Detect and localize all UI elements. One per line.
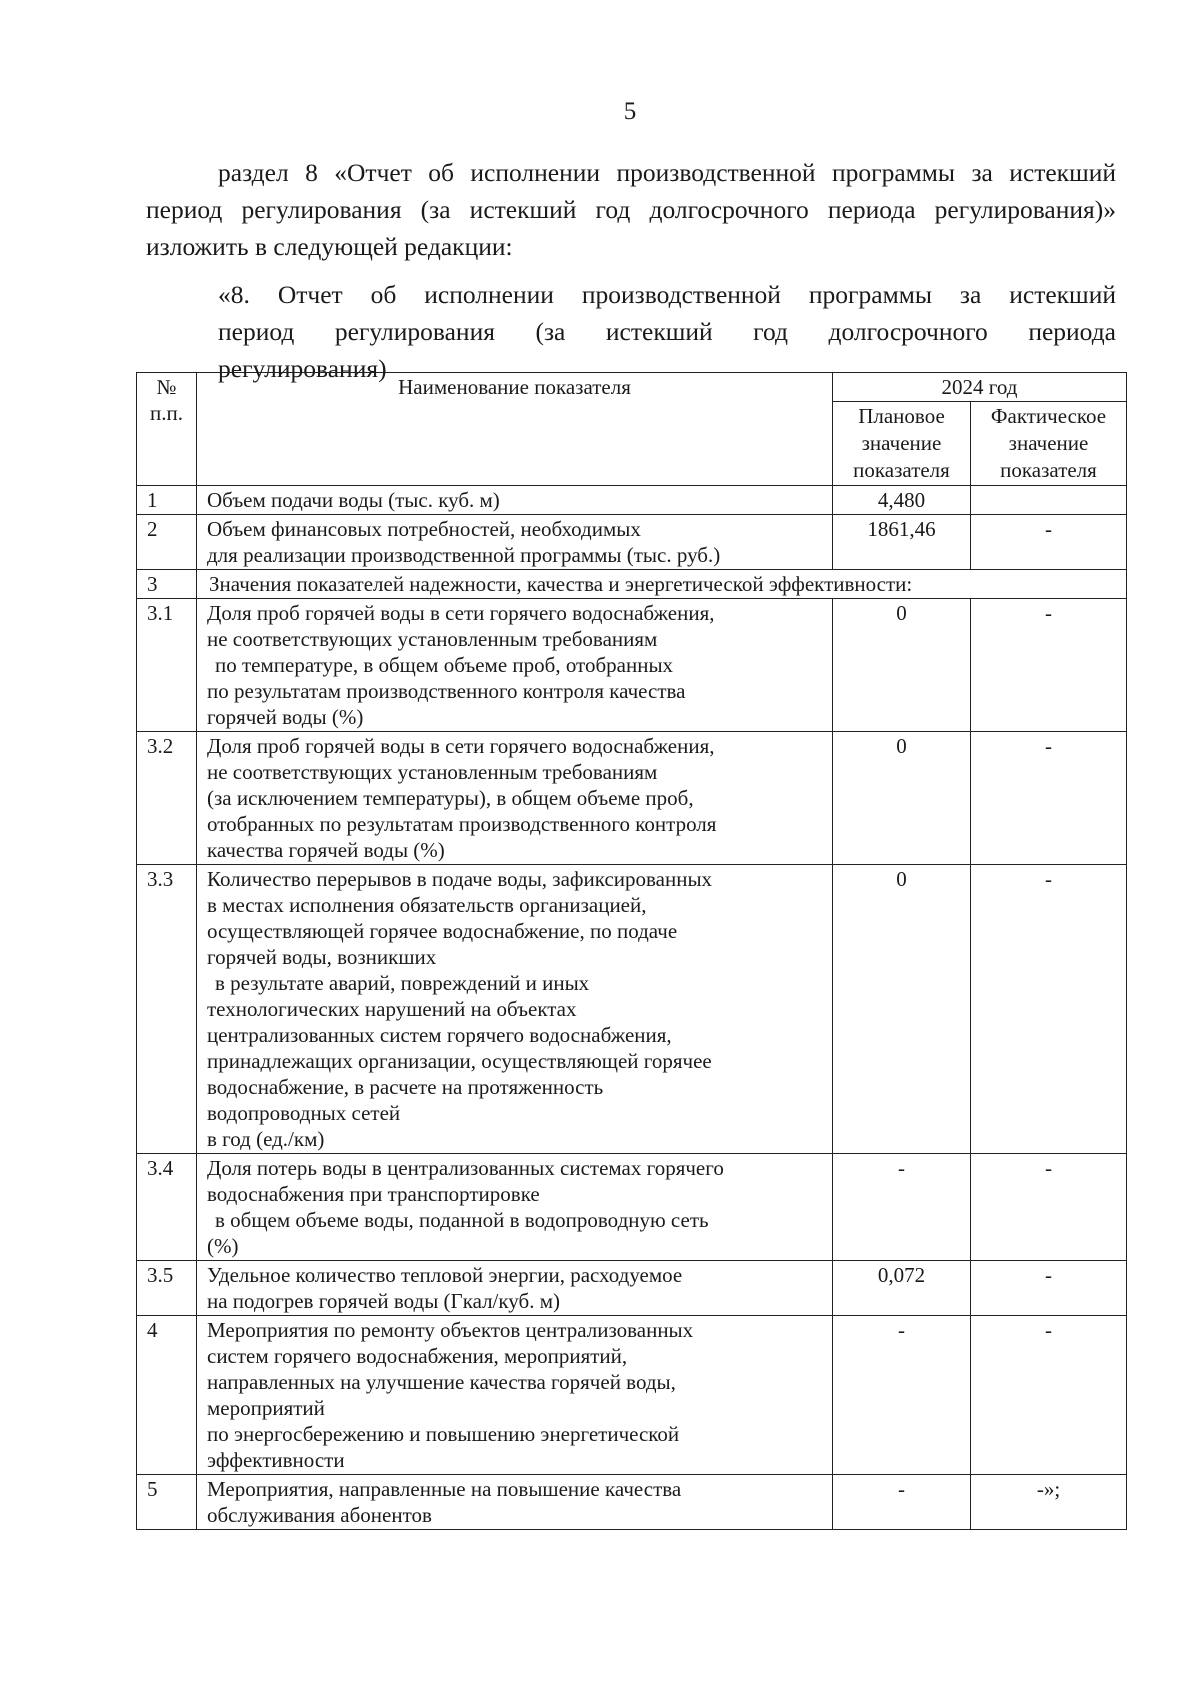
indicator-name-line: обслуживания абонентов bbox=[207, 1503, 432, 1527]
indicator-name bbox=[197, 486, 833, 515]
indicator-name bbox=[197, 1261, 833, 1316]
table-row bbox=[137, 1154, 1127, 1261]
row-number: 3.1 bbox=[137, 599, 197, 732]
row-number: 3.5 bbox=[137, 1261, 197, 1316]
indicator-name-line: Значения показателей надежности, качества и энергетической эффективности: bbox=[209, 572, 913, 596]
row-number: 4 bbox=[137, 1316, 197, 1475]
section-heading bbox=[146, 276, 1116, 387]
indicator-name-line: направленных на улучшение качества горячей воды, bbox=[207, 1370, 676, 1394]
actual-value: - bbox=[971, 1261, 1127, 1316]
row-number: 5 bbox=[137, 1475, 197, 1530]
indicator-name-line: (за исключением температуры), в общем объеме проб, bbox=[207, 786, 694, 810]
indicator-name-line: по результатам производственного контроля качества bbox=[207, 679, 686, 703]
header-actual-value: Фактическое значение показателя bbox=[971, 402, 1127, 486]
row-number: 3 bbox=[137, 570, 197, 599]
indicator-name-line: в результате аварий, повреждений и иных bbox=[215, 971, 590, 995]
planned-value: 0 bbox=[833, 865, 971, 1154]
indicator-name-line: Мероприятия, направленные на повышение качества bbox=[207, 1477, 682, 1501]
indicator-name-line: водопроводных сетей bbox=[207, 1101, 401, 1125]
indicator-name-line: централизованных систем горячего водоснабжения, bbox=[207, 1023, 672, 1047]
table-row bbox=[137, 1475, 1127, 1530]
planned-value: 0 bbox=[833, 599, 971, 732]
planned-value: 1861,46 bbox=[833, 515, 971, 570]
table-row bbox=[137, 599, 1127, 732]
planned-value: 0,072 bbox=[833, 1261, 971, 1316]
table-row bbox=[137, 1316, 1127, 1475]
planned-value: 4,480 bbox=[833, 486, 971, 515]
indicator-name-line: принадлежащих организации, осуществляющей горячее bbox=[207, 1049, 712, 1073]
indicator-name-line: не соответствующих установленным требованиям bbox=[207, 760, 658, 784]
planned-value: 0 bbox=[833, 732, 971, 865]
indicator-name bbox=[197, 865, 833, 1154]
indicator-name-line: на подогрев горячей воды (Гкал/куб. м) bbox=[207, 1289, 560, 1313]
indicator-name-line: Удельное количество тепловой энергии, расходуемое bbox=[207, 1263, 683, 1287]
row-number: 2 bbox=[137, 515, 197, 570]
indicator-name bbox=[197, 732, 833, 865]
table-row bbox=[137, 1261, 1127, 1316]
indicator-name-line: в год (ед./км) bbox=[207, 1127, 325, 1151]
page-number: 5 bbox=[623, 98, 637, 125]
indicator-name-line: горячей воды (%) bbox=[207, 705, 364, 729]
actual-value: - bbox=[971, 599, 1127, 732]
section-heading-line-3: регулирования) bbox=[218, 353, 387, 383]
table-row bbox=[137, 865, 1127, 1154]
planned-value: - bbox=[833, 1154, 971, 1261]
table-row bbox=[137, 486, 1127, 515]
section-heading-line-1: «8. Отчет об исполнении производственной программы за истекший bbox=[218, 279, 1116, 309]
section-heading-line-2: период регулирования (за истекший год долгосрочного периода bbox=[218, 316, 1116, 346]
indicator-name-line: Количество перерывов в подаче воды, зафиксированных bbox=[207, 867, 713, 891]
header-indicator-name: Наименование показателя bbox=[197, 373, 833, 486]
report-table bbox=[136, 372, 1127, 1530]
indicator-name bbox=[197, 570, 1127, 599]
actual-value: - bbox=[971, 732, 1127, 865]
row-number: 3.2 bbox=[137, 732, 197, 865]
header-number: № п.п. bbox=[137, 373, 197, 486]
row-number: 1 bbox=[137, 486, 197, 515]
table-body bbox=[137, 486, 1127, 1530]
table-row bbox=[137, 515, 1127, 570]
actual-value: - bbox=[971, 515, 1127, 570]
indicator-name-line: (%) bbox=[207, 1234, 239, 1258]
indicator-name-line: осуществляющей горячее водоснабжение, по подаче bbox=[207, 919, 678, 943]
planned-value: - bbox=[833, 1316, 971, 1475]
indicator-name bbox=[197, 515, 833, 570]
table-row bbox=[137, 570, 1127, 599]
actual-value: - bbox=[971, 1316, 1127, 1475]
header-planned-value: Плановое значение показателя bbox=[833, 402, 971, 486]
actual-value: -»; bbox=[971, 1475, 1127, 1530]
row-number: 3.3 bbox=[137, 865, 197, 1154]
indicator-name-line: Объем подачи воды (тыс. куб. м) bbox=[207, 488, 500, 512]
indicator-name-line: в общем объеме воды, поданной в водопроводную сеть bbox=[215, 1208, 709, 1232]
indicator-name-line: не соответствующих установленным требованиям bbox=[207, 627, 658, 651]
planned-value: - bbox=[833, 1475, 971, 1530]
indicator-name-line: систем горячего водоснабжения, мероприятий, bbox=[207, 1344, 628, 1368]
indicator-name bbox=[197, 1475, 833, 1530]
indicator-name-line: для реализации производственной программы (тыс. руб.) bbox=[207, 543, 721, 567]
indicator-name-line: Доля проб горячей воды в сети горячего водоснабжения, bbox=[207, 601, 715, 625]
indicator-name-line: отобранных по результатам производственного контроля bbox=[207, 812, 717, 836]
indicator-name-line: в местах исполнения обязательств организацией, bbox=[207, 893, 647, 917]
indicator-name-line: качества горячей воды (%) bbox=[207, 838, 445, 862]
indicator-name-line: Объем финансовых потребностей, необходимых bbox=[207, 517, 641, 541]
table-row bbox=[137, 732, 1127, 865]
indicator-name-line: мероприятий bbox=[207, 1396, 325, 1420]
indicator-name-line: Мероприятия по ремонту объектов централизованных bbox=[207, 1318, 694, 1342]
header-year: 2024 год bbox=[833, 373, 1127, 402]
actual-value bbox=[971, 486, 1127, 515]
actual-value: - bbox=[971, 1154, 1127, 1261]
indicator-name-line: водоснабжение, в расчете на протяженность bbox=[207, 1075, 604, 1099]
actual-value: - bbox=[971, 865, 1127, 1154]
indicator-name-line: горячей воды, возникших bbox=[207, 945, 437, 969]
indicator-name-line: по температуре, в общем объеме проб, отобранных bbox=[215, 653, 674, 677]
indicator-name-line: водоснабжения при транспортировке bbox=[207, 1182, 540, 1206]
indicator-name-line: Доля проб горячей воды в сети горячего водоснабжения, bbox=[207, 734, 715, 758]
indicator-name bbox=[197, 1316, 833, 1475]
intro-paragraph: раздел 8 «Отчет об исполнении производственной программы за истекший период регулирования (за истекший год долгосрочного периода регулирования)» изложить в следующей редакции: bbox=[146, 157, 1116, 261]
indicator-name-line: эффективности bbox=[207, 1448, 345, 1472]
indicator-name bbox=[197, 599, 833, 732]
indicator-name bbox=[197, 1154, 833, 1261]
indicator-name-line: технологических нарушений на объектах bbox=[207, 997, 577, 1021]
indicator-name-line: по энергосбережению и повышению энергетической bbox=[207, 1422, 680, 1446]
indicator-name-line: Доля потерь воды в централизованных системах горячего bbox=[207, 1156, 724, 1180]
row-number: 3.4 bbox=[137, 1154, 197, 1261]
